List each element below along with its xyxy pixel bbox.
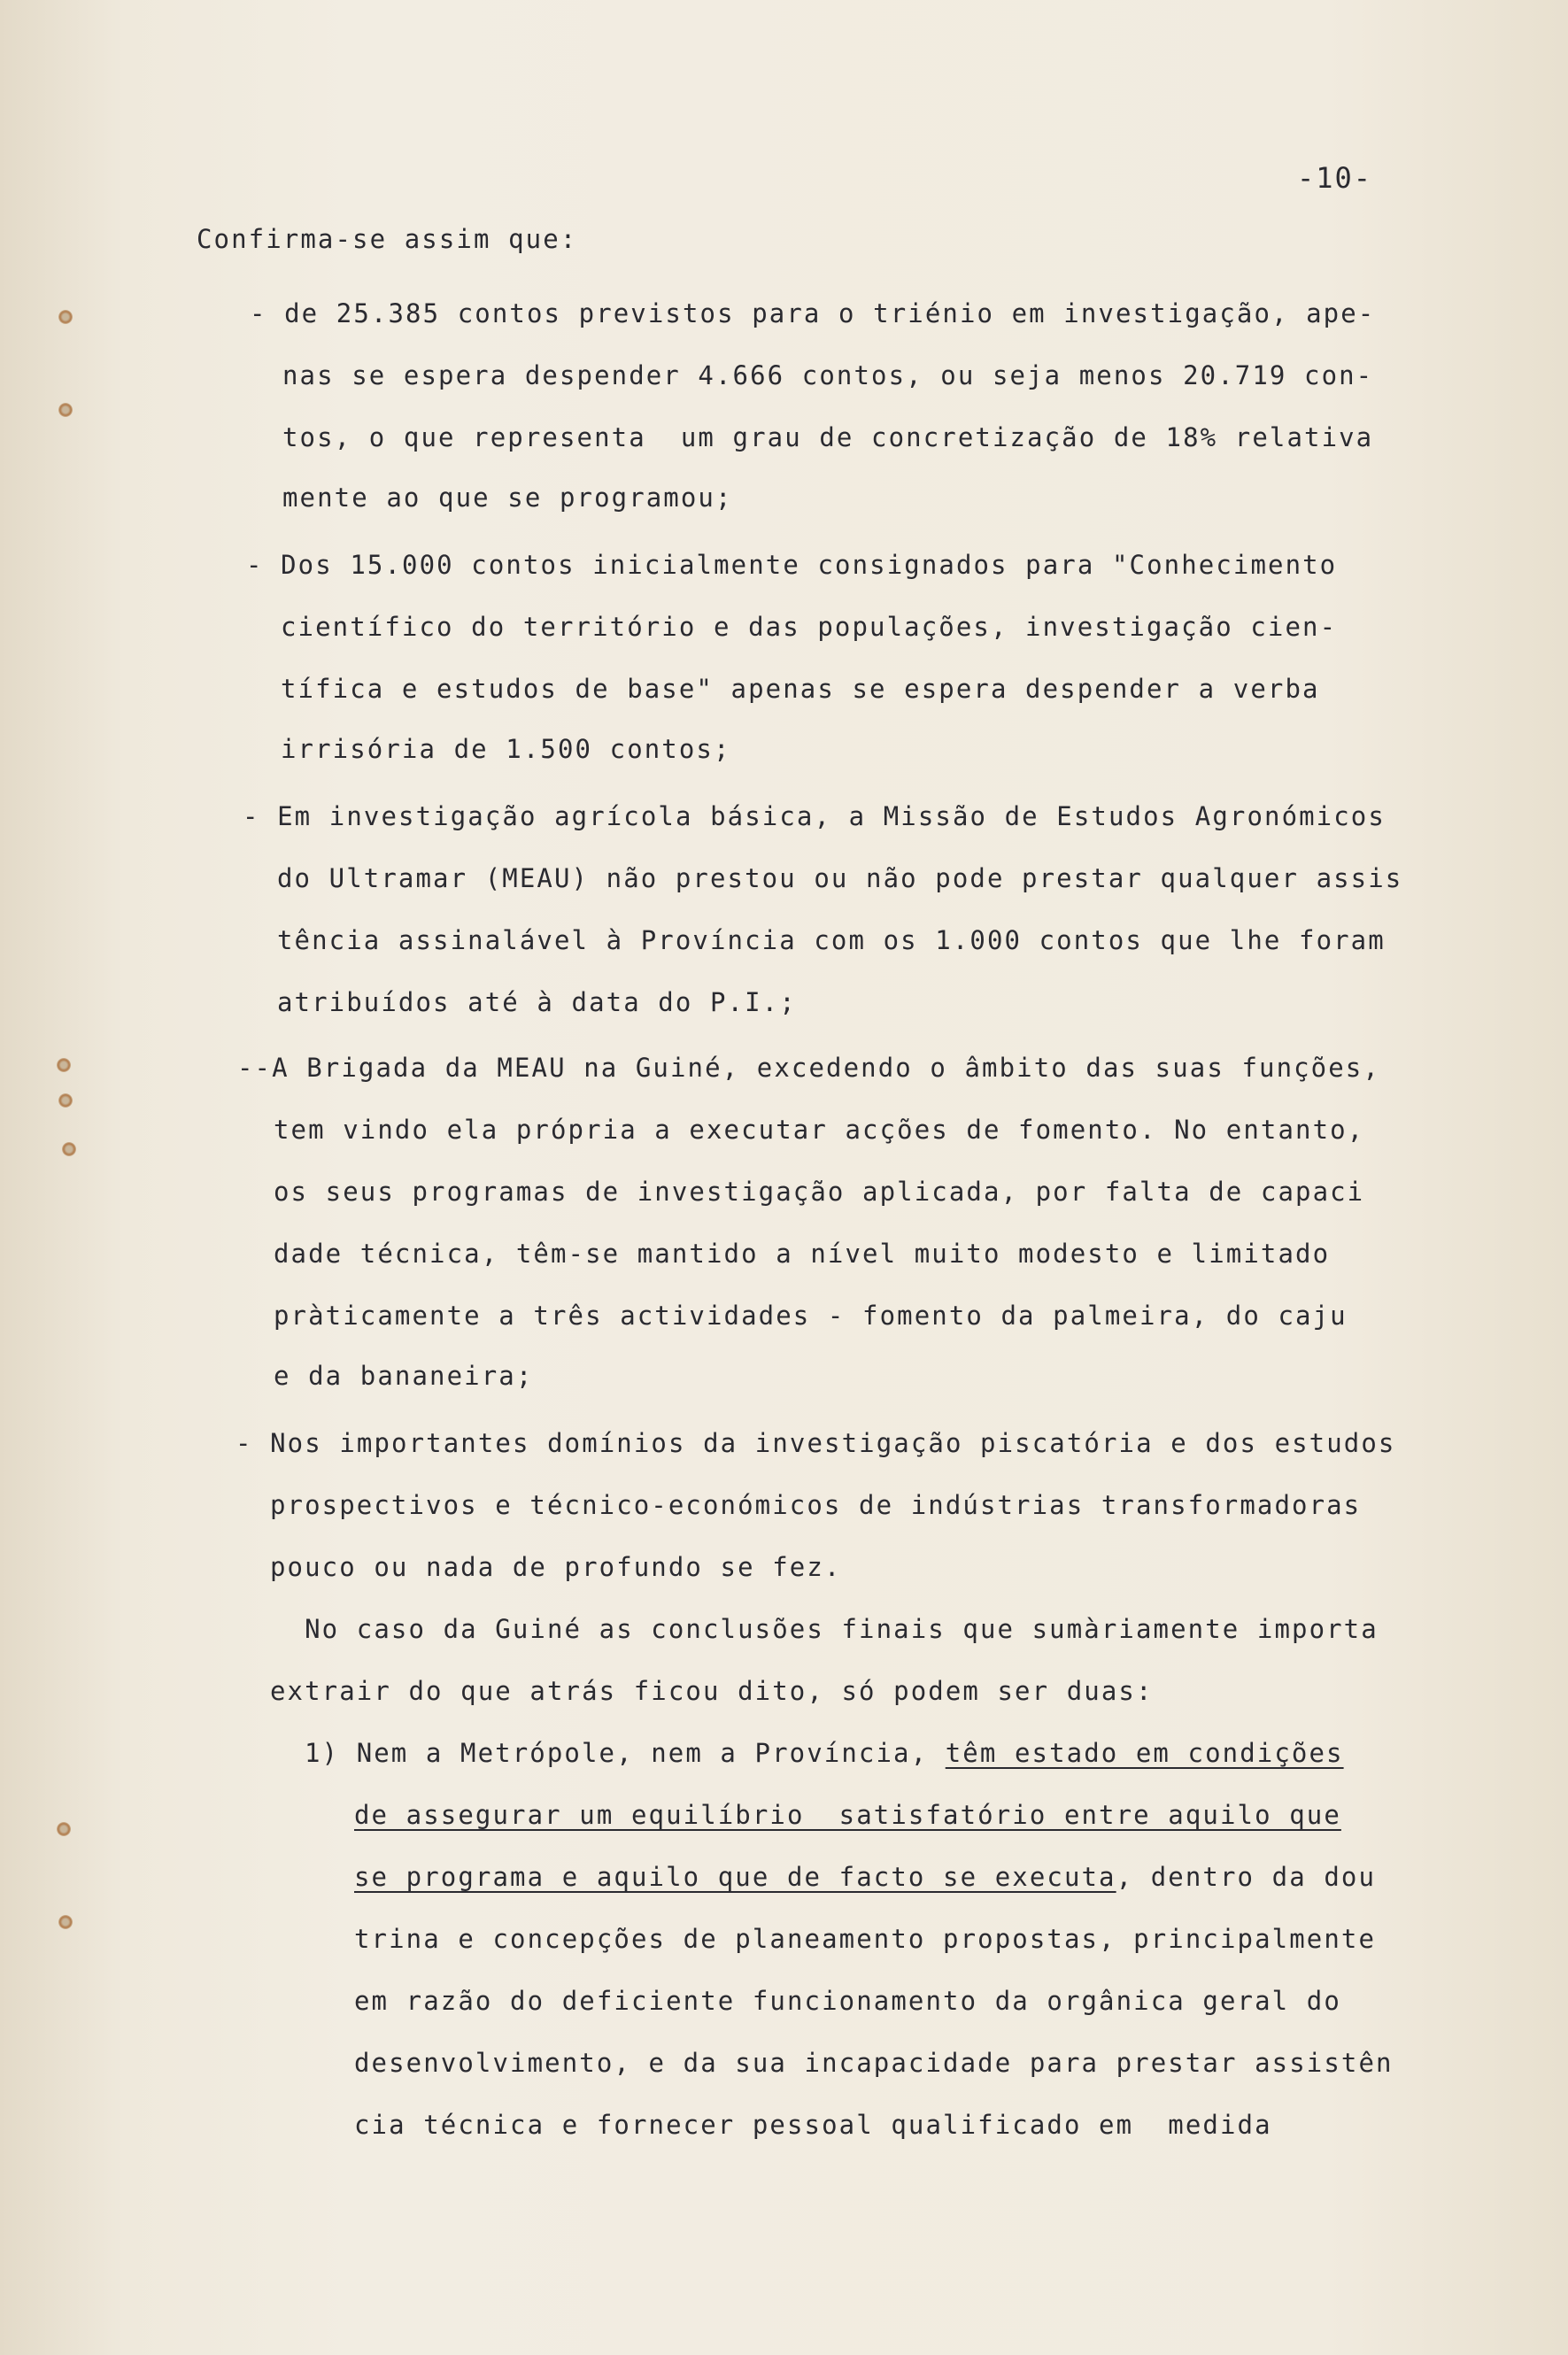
item-5-line-3: pouco ou nada de profundo se fez. <box>270 1552 842 1582</box>
item-1-line-1: - de 25.385 contos previstos para o triénio em investigação, ape- <box>250 298 1376 328</box>
point-1-line-7: cia técnica e fornecer pessoal qualificado em medida <box>354 2110 1272 2140</box>
conclusion-line-2: extrair do que atrás ficou dito, só podem ser duas: <box>270 1676 1154 1706</box>
page-number: -10- <box>1297 161 1373 195</box>
point-1-number: 1) <box>305 1738 340 1768</box>
point-1-text: , dentro da dou <box>1116 1862 1377 1892</box>
item-5-line-1: - Nos importantes domínios da investigação piscatória e dos estudos <box>236 1428 1396 1458</box>
binding-hole <box>58 310 73 324</box>
item-2-line-4: irrisória de 1.500 contos; <box>281 734 731 764</box>
binding-hole <box>62 1142 76 1156</box>
item-2-line-2: científico do território e das populações, investigação cien- <box>281 612 1338 642</box>
intro-line: Confirma-se assim que: <box>197 224 578 254</box>
point-1-underlined-text: se programa e aquilo que de facto se executa <box>354 1862 1116 1892</box>
point-1-line-4: trina e concepções de planeamento propostas, principalmente <box>354 1924 1377 1954</box>
binding-hole <box>58 1093 73 1108</box>
point-1-line-5: em razão do deficiente funcionamento da orgânica geral do <box>354 1986 1341 2016</box>
point-1-underlined-text: têm estado em condições <box>945 1738 1344 1768</box>
point-1-line-2: de assegurar um equilíbrio satisfatório entre aquilo que <box>354 1800 1341 1830</box>
binding-hole <box>57 1822 71 1836</box>
conclusion-line-1: No caso da Guiné as conclusões finais que sumàriamente importa <box>270 1614 1379 1644</box>
binding-hole <box>57 1058 71 1072</box>
point-1-text: Nem a Metrópole, nem a Província, <box>356 1738 946 1768</box>
point-1-line-1 <box>305 1737 1344 1769</box>
item-4-line-1: --A Brigada da MEAU na Guiné, excedendo o âmbito das suas funções, <box>237 1053 1380 1083</box>
item-4-line-3: os seus programas de investigação aplicada, por falta de capaci <box>274 1177 1365 1207</box>
binding-hole <box>58 403 73 417</box>
point-1-line-6: desenvolvimento, e da sua incapacidade para prestar assistên <box>354 2048 1394 2078</box>
item-4-line-2: tem vindo ela própria a executar acções de fomento. No entanto, <box>274 1115 1365 1145</box>
item-2-line-1: - Dos 15.000 contos inicialmente consignados para "Conhecimento <box>246 550 1338 580</box>
item-4-line-6: e da bananeira; <box>274 1361 534 1391</box>
item-2-line-3: tífica e estudos de base" apenas se espera despender a verba <box>281 674 1320 704</box>
item-3-line-4: atribuídos até à data do P.I.; <box>277 987 797 1017</box>
point-1-line-3 <box>354 1861 1376 1893</box>
item-4-line-5: pràticamente a três actividades - fomento da palmeira, do caju <box>274 1301 1348 1331</box>
item-3-line-2: do Ultramar (MEAU) não prestou ou não pode prestar qualquer assis <box>277 863 1403 893</box>
item-1-line-2: nas se espera despender 4.666 contos, ou seja menos 20.719 con- <box>282 360 1374 390</box>
item-1-line-4: mente ao que se programou; <box>282 483 733 513</box>
item-4-line-4: dade técnica, têm-se mantido a nível muito modesto e limitado <box>274 1239 1331 1269</box>
item-5-line-2: prospectivos e técnico-económicos de indústrias transformadoras <box>270 1490 1362 1520</box>
binding-hole <box>58 1915 73 1929</box>
item-1-line-3: tos, o que representa um grau de concretização de 18% relativa <box>282 422 1374 452</box>
item-3-line-3: tência assinalável à Província com os 1.000 contos que lhe foram <box>277 925 1386 955</box>
item-3-line-1: - Em investigação agrícola básica, a Missão de Estudos Agronómicos <box>243 801 1386 831</box>
